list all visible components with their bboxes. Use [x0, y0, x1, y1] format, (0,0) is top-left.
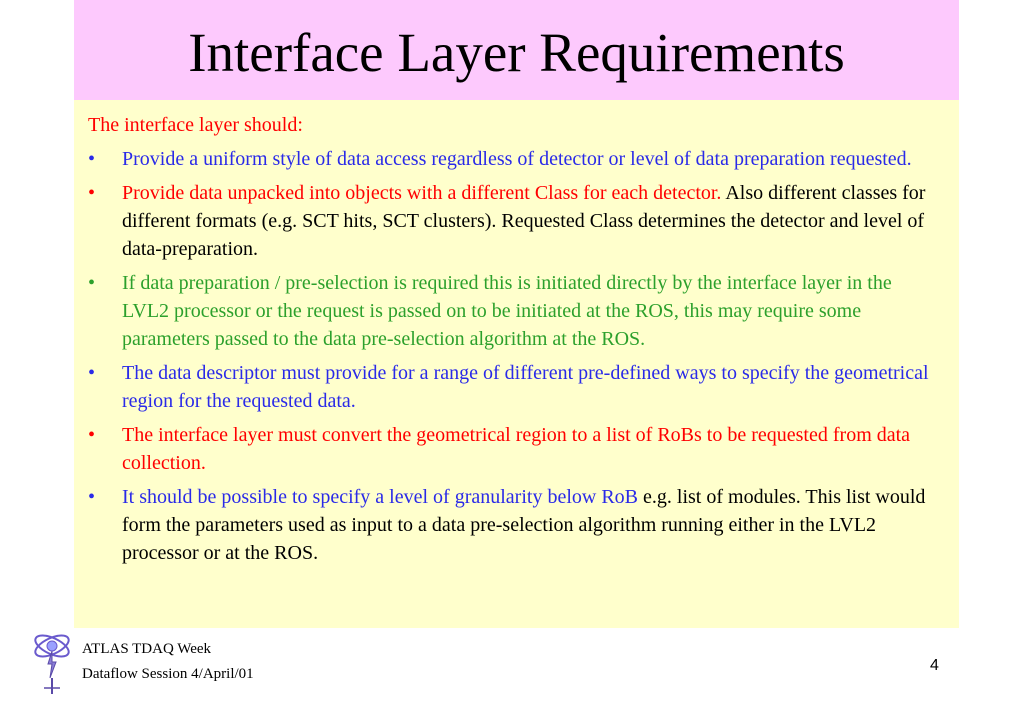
bullet-marker: • — [88, 272, 96, 294]
atlas-logo-icon — [30, 628, 74, 698]
bullet-text: e.g. list of modules. This list would form the parameters used as input to a data pre-selection algorithm running either in the LVL2 processor or at the ROS. — [122, 486, 926, 564]
bullet-item-2 — [88, 179, 943, 263]
footer-event: ATLAS TDAQ Week — [82, 641, 212, 657]
bullet-item-1 — [88, 145, 943, 173]
bullet-text: Provide a uniform style of data access regardless of detector or level of data preparation requested. — [122, 148, 912, 170]
footer-session: Dataflow Session 4/April/01 — [82, 666, 254, 682]
bullet-marker: • — [88, 424, 96, 446]
bullet-item-4 — [88, 359, 943, 415]
bullet-text: The interface layer must convert the geometrical region to a list of RoBs to be requested from data collection. — [122, 424, 911, 474]
bullet-text: If data preparation / pre-selection is required this is initiated directly by the interface layer in the LVL2 processor or the request is passed on to be initiated at the ROS, this may require some parameters passed to the data pre-selection algorithm at the ROS. — [122, 272, 892, 350]
bullet-marker: • — [88, 182, 96, 204]
bullet-text: The data descriptor must provide for a range of different pre-defined ways to specify the geometrical region for the requested data. — [122, 362, 929, 412]
bullet-text-highlight: It should be possible to specify a level of granularity below RoB — [122, 486, 639, 508]
bullet-item-6 — [88, 483, 943, 567]
bullet-item-3 — [88, 269, 943, 353]
bullet-item-5 — [88, 421, 943, 477]
bullet-list — [88, 145, 943, 573]
bullet-marker: • — [88, 486, 96, 508]
bullet-text-highlight: Provide data unpacked into objects with a different Class for each detector. — [122, 182, 722, 204]
page-number: 4 — [930, 657, 939, 674]
bullet-marker: • — [88, 148, 96, 170]
bullet-marker: • — [88, 362, 96, 384]
intro-text: The interface layer should: — [88, 114, 303, 136]
slide-title: Interface Layer Requirements — [188, 22, 845, 83]
bullet-text: Also different classes for different formats (e.g. SCT hits, SCT clusters). Requested Class determines the detector and level of data-preparation. — [122, 182, 926, 260]
